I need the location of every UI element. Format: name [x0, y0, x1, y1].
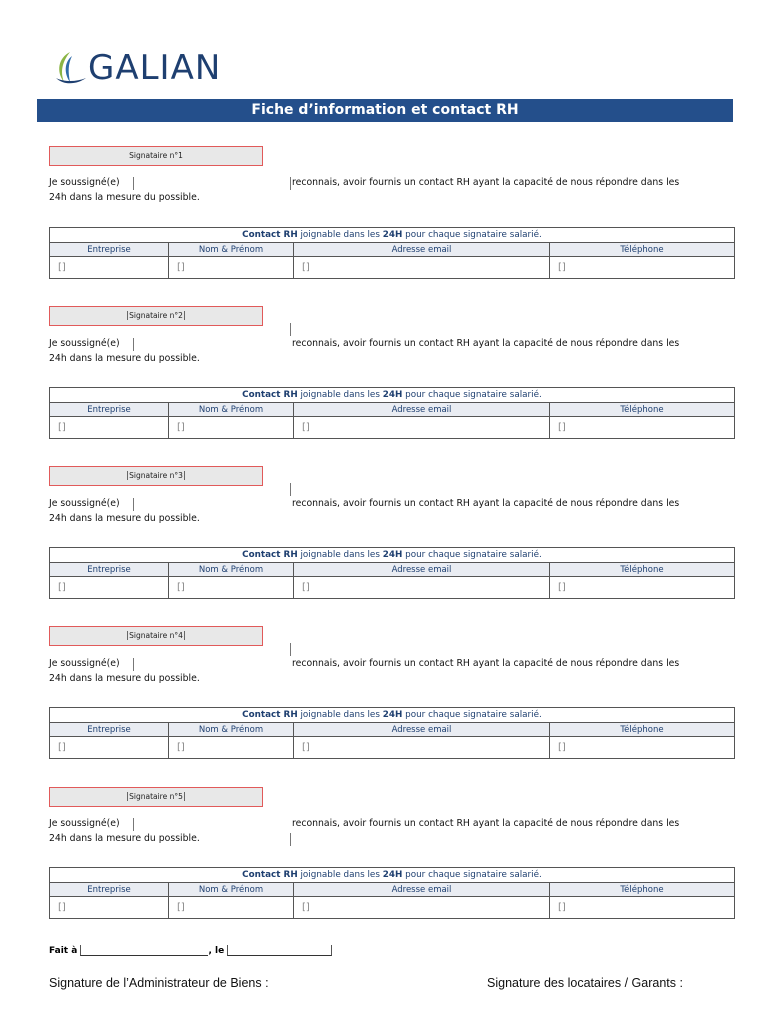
header-nom: Nom & Prénom — [169, 403, 294, 417]
entreprise-field[interactable]: [] — [50, 257, 169, 279]
header-telephone: Téléphone — [550, 723, 735, 737]
statement-line-2: 24h dans la mesure du possible. — [49, 513, 200, 524]
statement-line-2: 24h dans la mesure du possible. — [49, 833, 200, 844]
contact-rh-table — [49, 387, 735, 439]
email-field[interactable]: [] — [294, 577, 550, 599]
signataire-block-1 — [0, 146, 770, 286]
header-entreprise: Entreprise — [50, 563, 169, 577]
page-title: Fiche d’information et contact RH — [37, 99, 733, 122]
name-field[interactable] — [133, 658, 134, 671]
statement-line-1: Je soussigné(e) — [49, 818, 120, 829]
nom-field[interactable]: [] — [169, 737, 294, 759]
table-caption: Contact RH joignable dans les 24H pour chaque signataire salarié. — [50, 228, 735, 243]
statement-line-2: 24h dans la mesure du possible. — [49, 353, 200, 364]
statement-line-2: 24h dans la mesure du possible. — [49, 673, 200, 684]
statement-suffix: reconnais, avoir fournis un contact RH ayant la capacité de nous répondre dans les — [292, 177, 680, 188]
email-field[interactable]: [] — [294, 257, 550, 279]
signataire-label: Signataire n°3 — [49, 466, 263, 486]
signataire-label: Signataire n°1 — [49, 146, 263, 166]
telephone-field[interactable]: [] — [550, 737, 735, 759]
header-telephone: Téléphone — [550, 883, 735, 897]
galian-logo — [50, 48, 221, 88]
logo-text: GALIAN — [88, 48, 222, 88]
nom-field[interactable]: [] — [169, 257, 294, 279]
header-telephone: Téléphone — [550, 403, 735, 417]
table-caption: Contact RH joignable dans les 24H pour chaque signataire salarié. — [50, 708, 735, 723]
date-field[interactable] — [227, 945, 332, 956]
contact-rh-table — [49, 707, 735, 759]
signataire-block-3 — [0, 466, 770, 606]
header-email: Adresse email — [294, 403, 550, 417]
lieu-field[interactable] — [80, 945, 208, 956]
table-caption: Contact RH joignable dans les 24H pour chaque signataire salarié. — [50, 868, 735, 883]
field-end-marker — [290, 177, 291, 190]
header-email: Adresse email — [294, 563, 550, 577]
fait-label: Fait à — [49, 946, 78, 956]
header-entreprise: Entreprise — [50, 723, 169, 737]
statement-suffix: reconnais, avoir fournis un contact RH ayant la capacité de nous répondre dans les — [292, 498, 680, 509]
signataire-label: Signataire n°5 — [49, 787, 263, 807]
fait-a-line — [49, 945, 332, 956]
signataire-block-2 — [0, 306, 770, 446]
telephone-field[interactable]: [] — [550, 577, 735, 599]
name-field[interactable] — [133, 338, 134, 351]
header-telephone: Téléphone — [550, 243, 735, 257]
statement-line-1: Je soussigné(e) — [49, 498, 120, 509]
header-entreprise: Entreprise — [50, 403, 169, 417]
statement-suffix: reconnais, avoir fournis un contact RH ayant la capacité de nous répondre dans les — [292, 658, 680, 669]
field-end-marker — [290, 833, 291, 846]
header-entreprise: Entreprise — [50, 243, 169, 257]
email-field[interactable]: [] — [294, 417, 550, 439]
header-nom: Nom & Prénom — [169, 883, 294, 897]
email-field[interactable]: [] — [294, 897, 550, 919]
header-entreprise: Entreprise — [50, 883, 169, 897]
header-nom: Nom & Prénom — [169, 563, 294, 577]
table-caption: Contact RH joignable dans les 24H pour chaque signataire salarié. — [50, 548, 735, 563]
statement-suffix: reconnais, avoir fournis un contact RH ayant la capacité de nous répondre dans les — [292, 338, 680, 349]
signature-locataires-label: Signature des locataires / Garants : — [487, 976, 683, 990]
nom-field[interactable]: [] — [169, 897, 294, 919]
entreprise-field[interactable]: [] — [50, 897, 169, 919]
name-field[interactable] — [133, 177, 134, 190]
signataire-block-4 — [0, 626, 770, 766]
header-email: Adresse email — [294, 243, 550, 257]
contact-rh-table — [49, 227, 735, 279]
entreprise-field[interactable]: [] — [50, 417, 169, 439]
name-field[interactable] — [133, 498, 134, 511]
telephone-field[interactable]: [] — [550, 257, 735, 279]
le-label: , le — [208, 946, 225, 956]
statement-line-2: 24h dans la mesure du possible. — [49, 192, 200, 203]
signataire-label: Signataire n°4 — [49, 626, 263, 646]
header-nom: Nom & Prénom — [169, 723, 294, 737]
statement-line-1: Je soussigné(e) — [49, 658, 120, 669]
nom-field[interactable]: [] — [169, 577, 294, 599]
telephone-field[interactable]: [] — [550, 897, 735, 919]
header-telephone: Téléphone — [550, 563, 735, 577]
statement-line-1: Je soussigné(e) — [49, 177, 120, 188]
contact-rh-table — [49, 867, 735, 919]
header-email: Adresse email — [294, 723, 550, 737]
telephone-field[interactable]: [] — [550, 417, 735, 439]
statement-line-1: Je soussigné(e) — [49, 338, 120, 349]
field-end-marker — [290, 483, 291, 496]
statement-suffix: reconnais, avoir fournis un contact RH ayant la capacité de nous répondre dans les — [292, 818, 680, 829]
contact-rh-table — [49, 547, 735, 599]
signataire-label: Signataire n°2 — [49, 306, 263, 326]
galian-leaf-icon — [50, 48, 90, 88]
entreprise-field[interactable]: [] — [50, 577, 169, 599]
header-nom: Nom & Prénom — [169, 243, 294, 257]
signataire-block-5 — [0, 787, 770, 927]
signature-admin-label: Signature de l’Administrateur de Biens : — [49, 976, 269, 990]
field-end-marker — [290, 323, 291, 336]
table-caption: Contact RH joignable dans les 24H pour chaque signataire salarié. — [50, 388, 735, 403]
email-field[interactable]: [] — [294, 737, 550, 759]
nom-field[interactable]: [] — [169, 417, 294, 439]
field-end-marker — [290, 643, 291, 656]
name-field[interactable] — [133, 818, 134, 831]
header-email: Adresse email — [294, 883, 550, 897]
entreprise-field[interactable]: [] — [50, 737, 169, 759]
